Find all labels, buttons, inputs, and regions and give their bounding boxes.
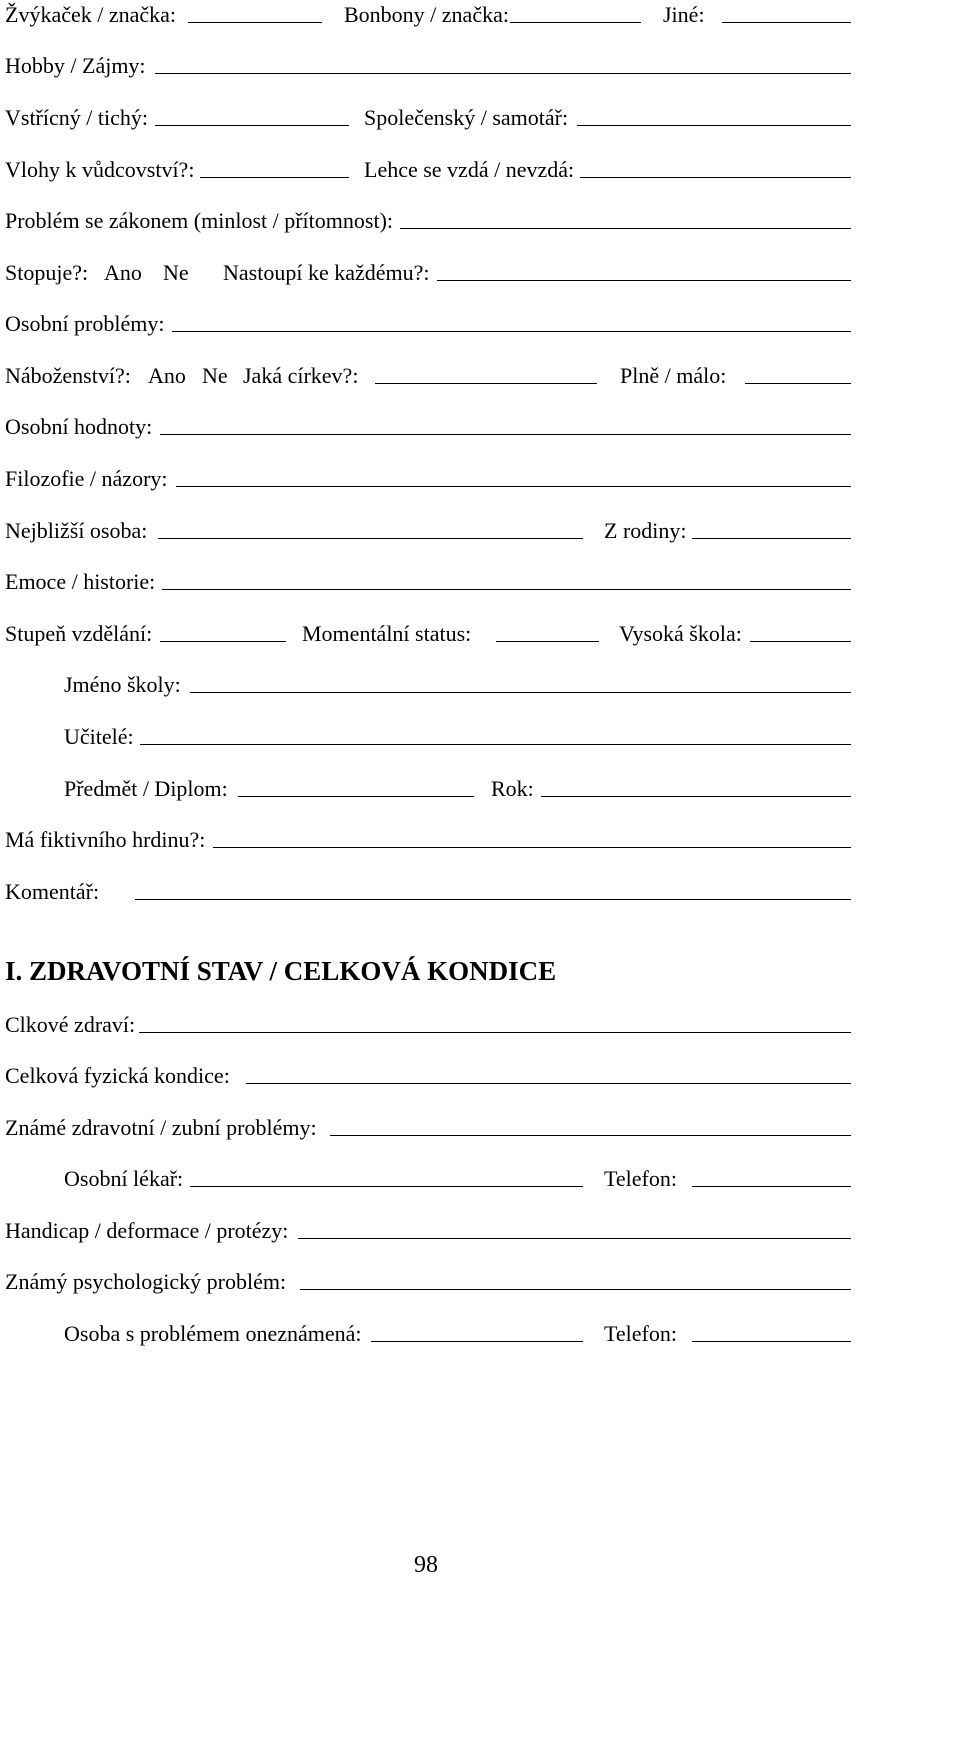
personal-problems-field[interactable] (172, 331, 851, 332)
hitchhikes-no-option[interactable]: Ne (163, 260, 189, 285)
religion-yes-option[interactable]: Ano (148, 363, 186, 388)
person-notified-field[interactable] (371, 1341, 583, 1342)
law-problem-label: Problém se zákonem (minlost / přítomnost): (5, 208, 394, 233)
from-family-field[interactable] (692, 538, 851, 539)
personal-values-field[interactable] (160, 434, 851, 435)
gets-in-with-anyone-field[interactable] (437, 280, 851, 281)
comment-field[interactable] (135, 899, 851, 900)
philosophy-label: Filozofie / názory: (5, 466, 168, 491)
personal-doctor-label: Osobní lékař: (64, 1166, 184, 1191)
chewing-gum-brand-label: Žvýkaček / značka: (5, 2, 177, 27)
doctor-phone-label: Telefon: (604, 1166, 677, 1191)
law-problem-field[interactable] (400, 228, 851, 229)
church-field[interactable] (375, 383, 597, 384)
fictional-hero-label: Má fiktivního hrdinu?: (5, 827, 206, 852)
university-label: Vysoká škola: (619, 621, 742, 646)
hitchhikes-label: Stopuje?: (5, 260, 89, 285)
leadership-field[interactable] (200, 177, 349, 178)
physical-condition-field[interactable] (246, 1083, 851, 1084)
social-loner-label: Společenský / samotář: (364, 105, 569, 130)
notified-phone-label: Telefon: (604, 1321, 677, 1346)
psychological-problem-field[interactable] (300, 1289, 851, 1290)
personal-values-label: Osobní hodnoty: (5, 414, 153, 439)
teachers-label: Učitelé: (64, 724, 134, 749)
personal-problems-label: Osobní problémy: (5, 311, 165, 336)
social-loner-field[interactable] (577, 125, 851, 126)
closest-person-field[interactable] (158, 538, 583, 539)
religion-label: Náboženství?: (5, 363, 131, 388)
closest-person-label: Nejbližší osoba: (5, 518, 148, 543)
physical-condition-label: Celková fyzická kondice: (5, 1063, 230, 1088)
from-family-label: Z rodiny: (604, 518, 687, 543)
person-notified-label: Osoba s problémem oneznámená: (64, 1321, 362, 1346)
fully-little-label: Plně / málo: (620, 363, 727, 388)
health-dental-problems-label: Známé zdravotní / zubní problémy: (5, 1115, 317, 1140)
fully-little-field[interactable] (745, 383, 851, 384)
hobby-label: Hobby / Zájmy: (5, 53, 146, 78)
page-number: 98 (414, 1552, 438, 1578)
candy-brand-label: Bonbony / značka: (344, 2, 509, 27)
handicap-field[interactable] (298, 1238, 851, 1239)
health-dental-problems-field[interactable] (330, 1135, 851, 1136)
philosophy-field[interactable] (176, 486, 851, 487)
section-heading: I. ZDRAVOTNÍ STAV / CELKOVÁ KONDICE (5, 956, 557, 986)
outgoing-quiet-label: Vstřícný / tichý: (5, 105, 148, 130)
outgoing-quiet-field[interactable] (155, 125, 349, 126)
overall-health-field[interactable] (139, 1032, 851, 1033)
emotions-history-label: Emoce / historie: (5, 569, 156, 594)
other-label: Jiné: (663, 2, 705, 27)
religion-no-option[interactable]: Ne (202, 363, 228, 388)
university-field[interactable] (750, 641, 851, 642)
current-status-field[interactable] (496, 641, 599, 642)
fictional-hero-field[interactable] (213, 847, 851, 848)
comment-label: Komentář: (5, 879, 100, 904)
education-level-label: Stupeň vzdělání: (5, 621, 153, 646)
handicap-label: Handicap / deformace / protézy: (5, 1218, 289, 1243)
candy-brand-field[interactable] (510, 22, 641, 23)
psychological-problem-label: Známý psychologický problém: (5, 1269, 287, 1294)
personal-doctor-field[interactable] (190, 1186, 583, 1187)
gives-up-field[interactable] (580, 177, 851, 178)
school-name-field[interactable] (190, 692, 851, 693)
school-name-label: Jméno školy: (64, 672, 181, 697)
current-status-label: Momentální status: (302, 621, 472, 646)
year-field[interactable] (541, 796, 851, 797)
subject-diploma-label: Předmět / Diplom: (64, 776, 228, 801)
gets-in-with-anyone-label: Nastoupí ke každému?: (223, 260, 430, 285)
chewing-gum-brand-field[interactable] (188, 22, 322, 23)
subject-diploma-field[interactable] (238, 796, 474, 797)
overall-health-label: Clkové zdraví: (5, 1012, 136, 1037)
teachers-field[interactable] (140, 744, 851, 745)
other-field[interactable] (722, 22, 851, 23)
hobby-field[interactable] (155, 73, 851, 74)
hitchhikes-yes-option[interactable]: Ano (104, 260, 142, 285)
leadership-label: Vlohy k vůdcovství?: (5, 157, 195, 182)
notified-phone-field[interactable] (692, 1341, 851, 1342)
gives-up-label: Lehce se vzdá / nevzdá: (364, 157, 575, 182)
church-label: Jaká církev?: (243, 363, 359, 388)
doctor-phone-field[interactable] (692, 1186, 851, 1187)
emotions-history-field[interactable] (162, 589, 851, 590)
year-label: Rok: (491, 776, 534, 801)
education-level-field[interactable] (160, 641, 286, 642)
